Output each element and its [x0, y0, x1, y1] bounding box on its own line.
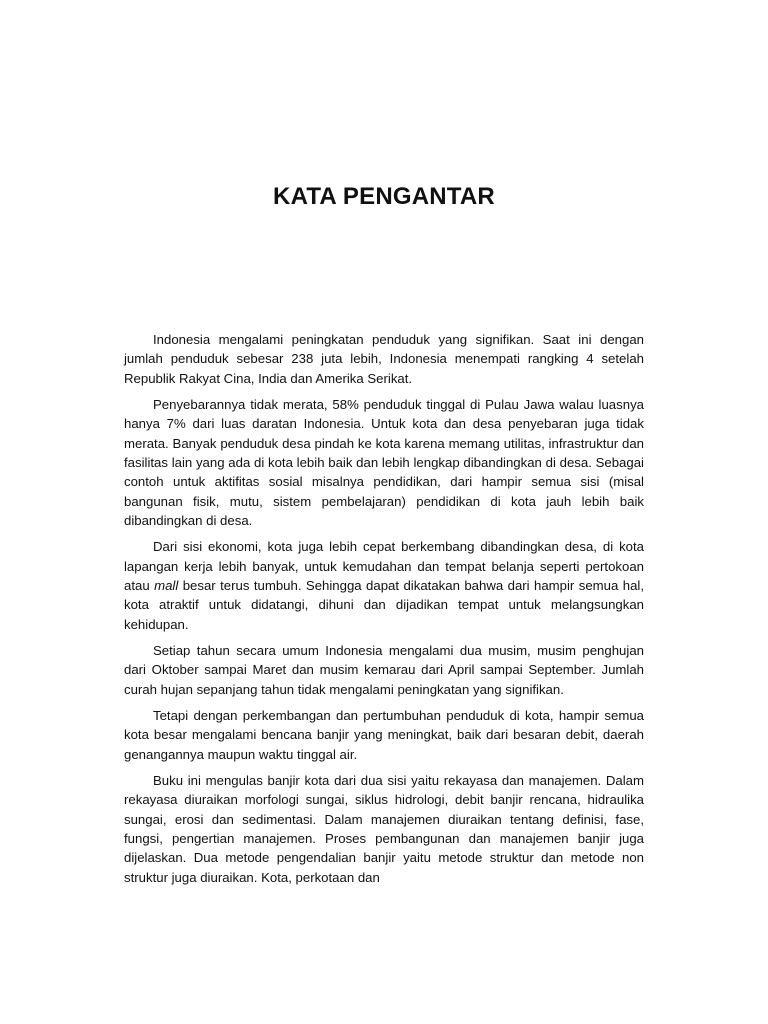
paragraph-3: [124, 537, 644, 633]
paragraph-4: Setiap tahun secara umum Indonesia mengalami dua musim, musim penghujan dari Oktober sampai Maret dan musim kemarau dari April sampai September. Jumlah curah hujan sepanjang tahun tidak mengalami peningkatan yang signifikan.: [124, 643, 644, 697]
paragraph-6: Buku ini mengulas banjir kota dari dua sisi yaitu rekayasa dan manajemen. Dalam rekayasa diuraikan morfologi sungai, siklus hidrologi, debit banjir rencana, hidraulika sungai, erosi dan sedimentasi. Dalam manajemen diuraikan tentang definisi, fase, fungsi, pengertian manajemen. Proses pembangunan dan manajemen banjir juga dijelaskan. Dua metode pengendalian banjir yaitu metode struktur dan metode non struktur juga diuraikan. Kota, perkotaan dan: [124, 773, 644, 885]
page-title: KATA PENGANTAR: [273, 183, 495, 210]
paragraph-3-text-after: besar terus tumbuh. Sehingga dapat dikatakan bahwa dari hampir semua hal, kota atraktif untuk didatangi, dihuni dan dijadikan tempat untuk melangsungkan kehidupan.: [124, 577, 644, 632]
paragraph-1: Indonesia mengalami peningkatan penduduk yang signifikan. Saat ini dengan jumlah penduduk sebesar 238 juta lebih, Indonesia menempati rangking 4 setelah Republik Rakyat Cina, India dan Amerika Serikat.: [124, 332, 644, 386]
paragraph-5: Tetapi dengan perkembangan dan pertumbuhan penduduk di kota, hampir semua kota besar mengalami bencana banjir yang meningkat, baik dari besaran debit, daerah genangannya maupun waktu tinggal air.: [124, 708, 644, 762]
paragraph-3-italic-term: mall: [154, 577, 179, 593]
paragraph-3-text-before: Dari sisi ekonomi, kota juga lebih cepat berkembang dibandingkan desa, di kota lapangan kerja lebih banyak, untuk kemudahan dan tempat belanja seperti pertokoan atau: [124, 539, 644, 593]
body-text: [124, 330, 644, 894]
paragraph-2: Penyebarannya tidak merata, 58% penduduk tinggal di Pulau Jawa walau luasnya hanya 7% dari luas daratan Indonesia. Untuk kota dan desa penyebaran juga tidak merata. Banyak penduduk desa pindah ke kota karena memang utilitas, infrastruktur dan fasilitas lain yang ada di kota lebih baik dan lebih lengkap dibandingkan di desa. Sebagai contoh untuk aktifitas sosial misalnya pendidikan, dari hampir semua sisi (misal bangunan fisik, mutu, sistem pembelajaran) pendidikan di kota jauh lebih baik dibandingkan di desa.: [124, 397, 644, 528]
